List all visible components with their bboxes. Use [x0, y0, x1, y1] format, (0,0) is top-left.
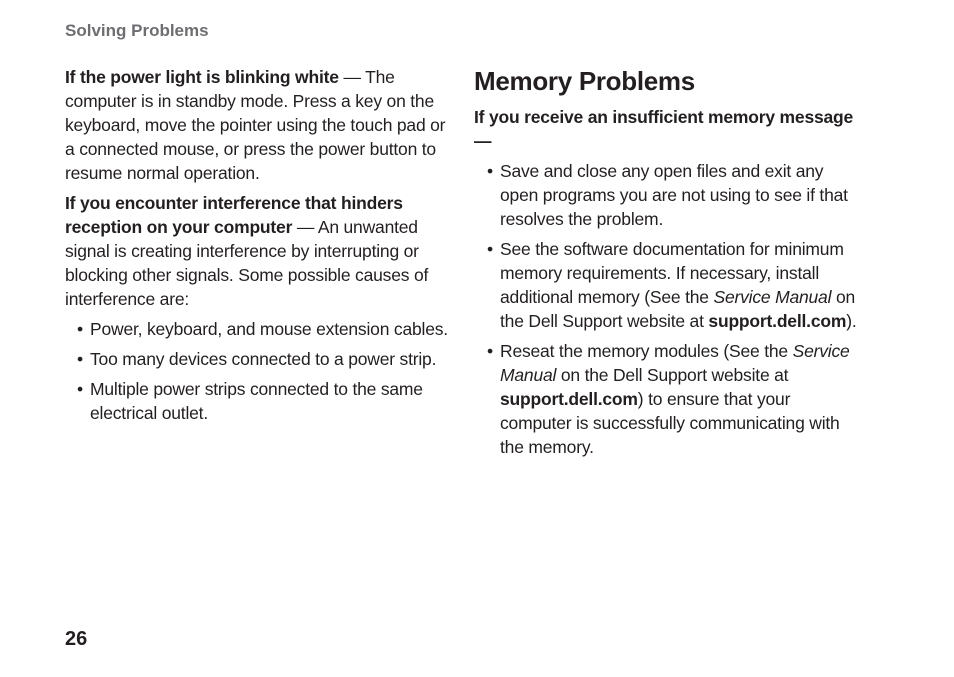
list-item: • Power, keyboard, and mouse extension cables. — [65, 317, 450, 341]
list-item: • Multiple power strips connected to the same electrical outlet. — [65, 377, 450, 425]
memory-steps-list — [474, 159, 864, 459]
service-manual-ref: Service Manual — [500, 341, 850, 385]
page-number: 26 — [65, 628, 88, 650]
service-manual-ref: Service Manual — [713, 287, 832, 307]
power-light-text: — The computer is in standby mode. Press a key on the keyboard, move the pointer using the touch pad or a connected mouse, or press the power button to resume normal operation. — [65, 67, 446, 183]
power-light-heading: If the power light is blinking white — [65, 67, 339, 87]
list-item — [474, 339, 864, 459]
left-column — [65, 65, 450, 431]
step-text: Reseat the memory modules (See the — [500, 341, 793, 361]
interference-heading: If you encounter interference that hinders reception on your computer — [65, 193, 403, 237]
step-text: on the Dell Support website at — [500, 287, 856, 331]
support-url: support.dell.com — [500, 389, 638, 409]
list-item — [474, 237, 864, 333]
right-column — [474, 65, 864, 465]
memory-subheading: If you receive an insufficient memory message— — [474, 107, 854, 151]
interference-paragraph — [65, 191, 450, 311]
step-text: on the Dell Support website at — [556, 365, 789, 385]
list-item: • Too many devices connected to a power strip. — [65, 347, 450, 371]
section-header: Solving Problems — [65, 21, 209, 40]
step-text: See the software documentation for minimum memory requirements. If necessary, install additional memory (See the — [500, 239, 844, 307]
power-light-paragraph — [65, 65, 450, 185]
support-url: support.dell.com — [708, 311, 847, 331]
interference-text: — An unwanted signal is creating interference by interrupting or blocking other signals. Some possible causes of interference are: — [65, 217, 429, 309]
memory-problems-heading: Memory Problems — [474, 66, 695, 96]
list-item: • Save and close any open files and exit any open programs you are not using to see if that resolves the problem. — [474, 159, 864, 231]
step-text: ). — [846, 311, 857, 331]
interference-causes-list — [65, 317, 450, 425]
step-text: ) to ensure that your computer is successfully communicating with the memory. — [500, 389, 840, 457]
